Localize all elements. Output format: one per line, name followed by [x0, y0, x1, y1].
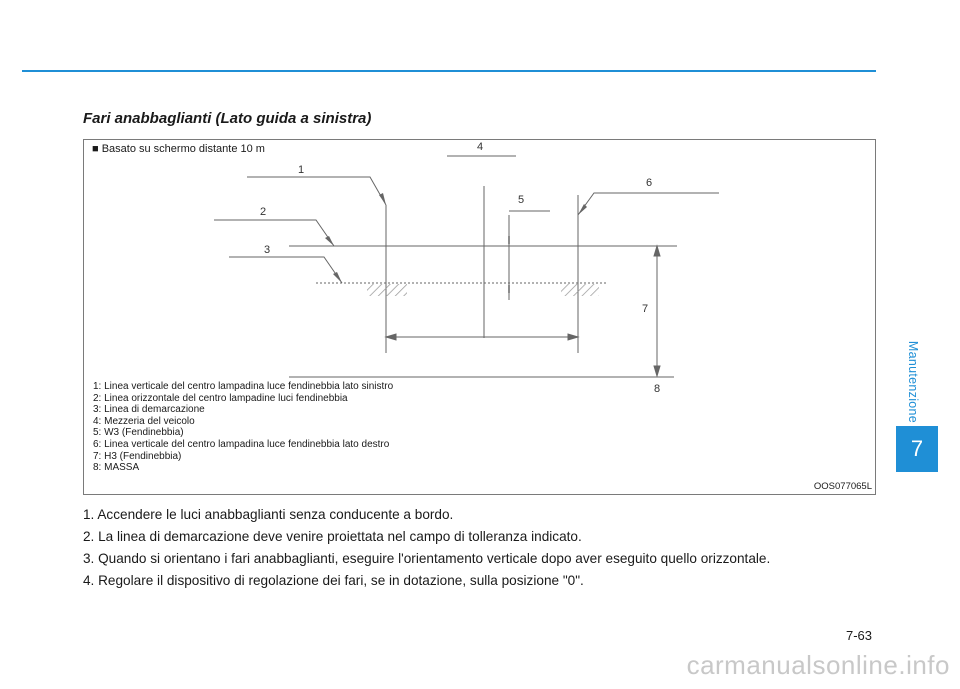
legend-item: 7: H3 (Fendinebbia) [93, 450, 182, 462]
callout-4: 4 [477, 141, 484, 153]
watermark: carmanualsonline.info [686, 650, 950, 680]
page-number: 7-63 [845, 628, 872, 643]
legend-item: 1: Linea verticale del centro lampadina luce fendinebbia lato sinistro [93, 381, 394, 392]
chapter-tab[interactable]: 7 [896, 426, 938, 472]
callout-3: 3 [264, 244, 271, 256]
step-item: 2. La linea di demarcazione deve venire proiettata nel campo di tolleranza indicato. [83, 529, 582, 544]
legend-item: 5: W3 (Fendinebbia) [93, 427, 184, 439]
legend-item: 3: Linea di demarcazione [93, 404, 205, 416]
legend-item: 2: Linea orizzontale del centro lampadine luci fendinebbia [93, 392, 348, 404]
arrowheads [325, 193, 587, 283]
callout-3-leader [229, 257, 342, 283]
callout-2: 2 [260, 206, 267, 218]
procedure-steps [83, 504, 873, 592]
chapter-label [903, 338, 923, 426]
callout-1: 1 [298, 164, 305, 176]
step-item: 1. Accendere le luci anabbaglianti senza conducente a bordo. [83, 507, 454, 522]
top-rule [22, 70, 876, 72]
screen-distance-note: ■ Basato su schermo distante 10 m [92, 143, 265, 155]
left-hatch-area [367, 284, 407, 296]
step-item: 3. Quando si orientano i fari anabbaglianti, eseguire l'orientamento verticale dopo aver eseguito quello orizzontale. [83, 551, 771, 566]
callout-6-leader [578, 193, 719, 215]
legend-item: 6: Linea verticale del centro lampadina luce fendinebbia lato destro [93, 438, 390, 450]
headlight-aiming-figure [83, 139, 876, 495]
section-title: Fari anabbaglianti (Lato guida a sinistra) [83, 110, 372, 127]
step-item: 4. Regolare il dispositivo di regolazione dei fari, se in dotazione, sulla posizione "0". [83, 573, 584, 588]
figure-code: OOS077065L [813, 481, 872, 492]
callout-8: 8 [654, 383, 661, 395]
callout-6: 6 [646, 177, 653, 189]
callout-1-leader [247, 177, 386, 205]
callout-5: 5 [518, 194, 525, 206]
legend-item: 8: MASSA [93, 462, 140, 474]
right-hatch-area [561, 284, 599, 296]
figure-legend [93, 381, 393, 474]
callout-2-leader [214, 220, 334, 246]
legend-item: 4: Mezzeria del veicolo [93, 415, 195, 427]
chapter-label-text: Manutenzione [906, 340, 920, 424]
callout-7: 7 [642, 303, 649, 315]
